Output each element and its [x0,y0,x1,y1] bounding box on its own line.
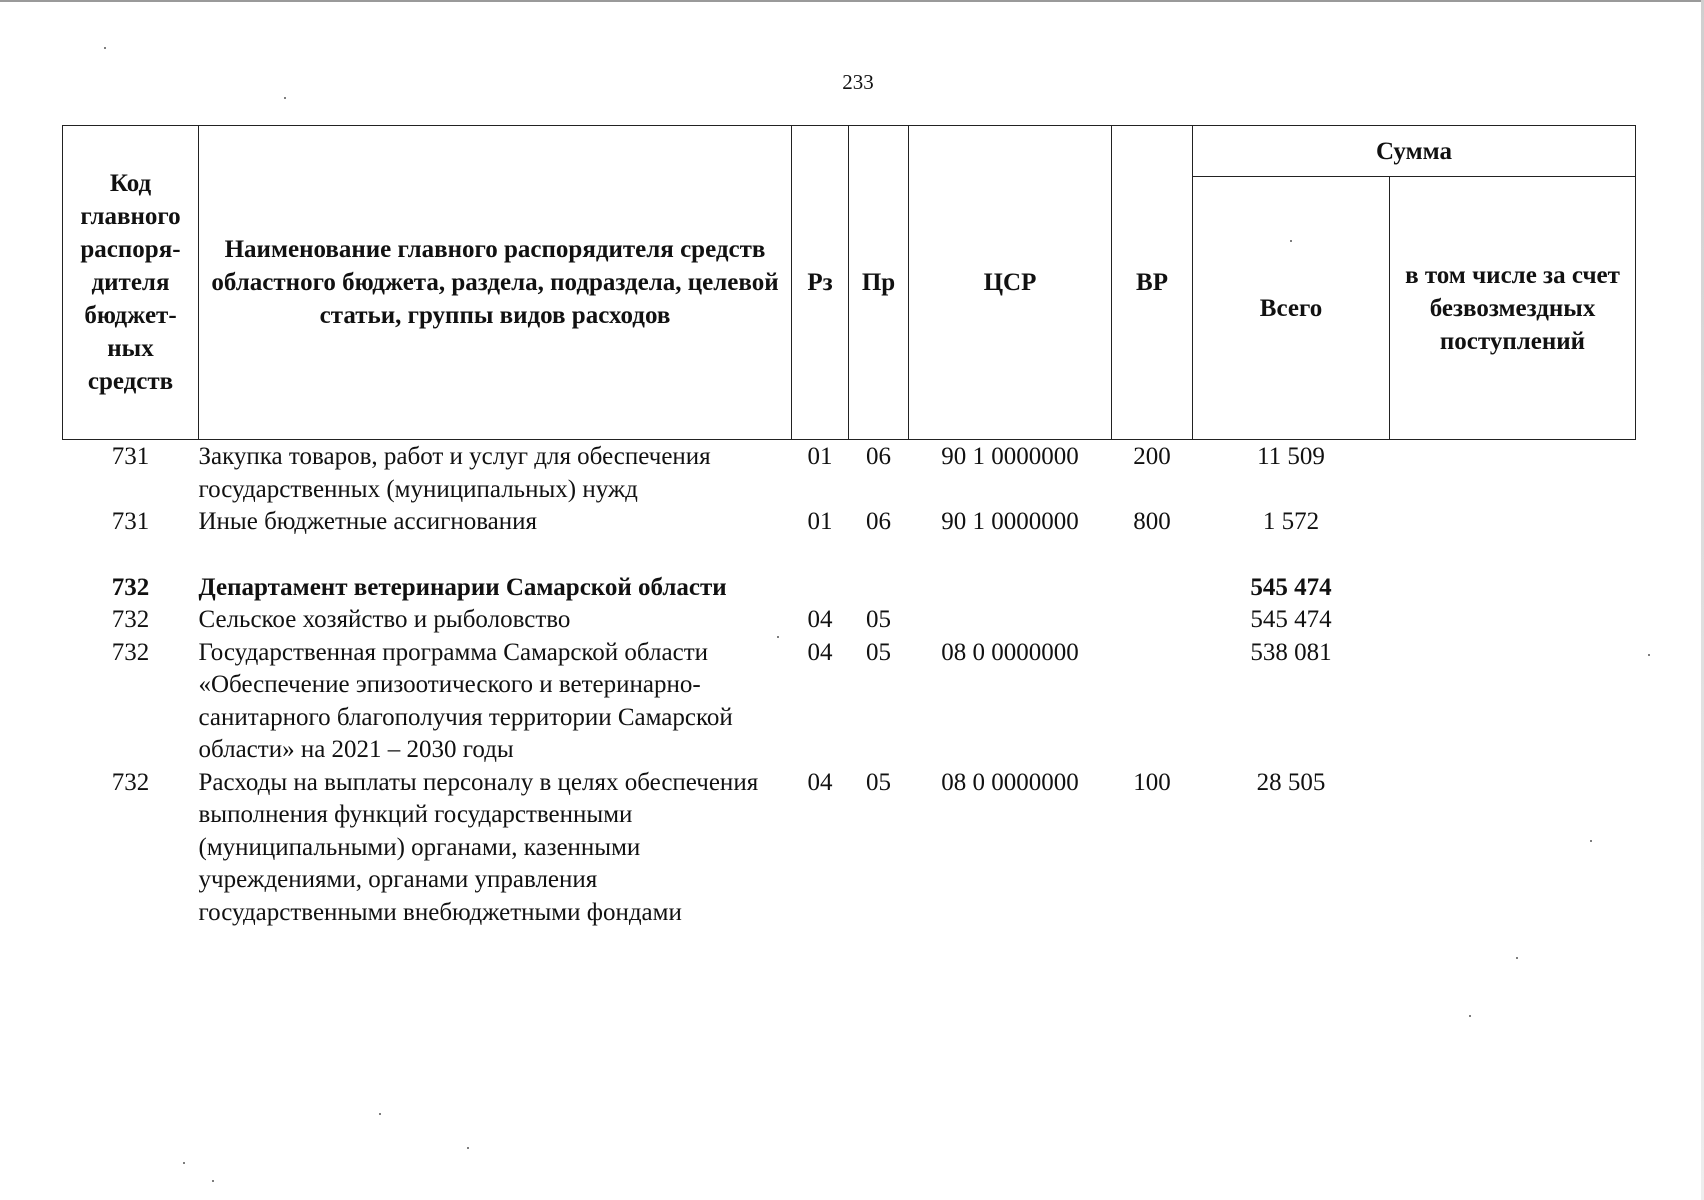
row-csr [909,604,1112,637]
row-pr: 05 [866,768,891,796]
row-csr: 90 1 0000000 [941,443,1079,470]
header-sum-total: Всего [1193,177,1390,440]
row-vr [1112,604,1193,637]
row-name: Расходы на выплаты персоналу в целях обеспечения выполнения функций государственными (муниципальными) органами, казенными учреждениями, органами управления государственными внебюджетными фондами [198,768,759,926]
row-pr: 06 [866,443,891,470]
row-csr: 90 1 0000000 [941,508,1079,535]
row-vr [1112,637,1193,767]
header-vr: ВР [1112,126,1193,440]
scan-speck [1590,840,1592,842]
row-grants [1390,440,1636,507]
row-total: 28 505 [1256,768,1326,796]
row-total: 11 509 [1257,443,1325,470]
row-grants [1390,637,1636,767]
header-code: Код главного распоря-дителя бюджет-ных средств [63,126,199,440]
header-rz: Рз [792,126,849,440]
row-name: Сельское хозяйство и рыболовство [198,606,571,633]
row-csr: 08 0 0000000 [941,768,1079,796]
table-body [63,440,1636,930]
row-total: 545 474 [1250,606,1332,633]
row-csr: 08 0 0000000 [941,638,1079,666]
row-grants [1390,572,1636,605]
header-pr: Пр [849,126,909,440]
scan-speck [1516,957,1518,959]
table-header [63,126,1636,440]
scan-speck [212,1180,214,1182]
scan-speck [467,1147,469,1149]
table-row [63,506,1636,539]
row-name: Закупка товаров, работ и услуг для обеспечения государственных (муниципальных) нужд [198,443,711,503]
row-pr [849,572,909,605]
row-code: 732 [111,606,150,633]
scan-speck [183,1162,185,1164]
scan-speck [379,1113,381,1115]
table-row [63,604,1636,637]
table-row [63,767,1636,930]
row-total: 545 474 [1250,573,1332,601]
row-rz: 04 [807,638,833,666]
scan-speck [1648,654,1650,656]
row-csr [909,572,1112,605]
row-total: 1 572 [1262,508,1320,535]
scan-speck [104,47,106,49]
row-vr: 800 [1133,508,1171,535]
table-row [63,440,1636,507]
header-sum-grants: в том числе за счет безвозмездных поступлений [1390,177,1636,440]
row-rz: 04 [807,768,833,796]
budget-table [62,125,1636,929]
row-code: 731 [111,508,150,535]
row-pr: 06 [866,508,891,535]
row-pr: 05 [866,638,891,666]
header-sum: Сумма [1193,126,1636,177]
row-total: 538 081 [1250,638,1332,666]
scan-top-edge [0,0,1704,2]
row-grants [1390,604,1636,637]
row-grants [1390,506,1636,539]
scan-speck [1469,1015,1471,1017]
page-number: 233 [842,70,874,94]
scan-speck [284,97,286,99]
row-spacer [63,539,1636,572]
row-pr: 05 [866,606,891,633]
row-code: 732 [111,573,150,601]
row-code: 731 [111,443,150,470]
row-rz: 01 [807,508,833,535]
row-rz: 01 [807,443,833,470]
row-grants [1390,767,1636,930]
table-row [63,572,1636,605]
scan-speck [1290,240,1292,242]
row-rz: 04 [807,606,833,633]
row-name: Государственная программа Самарской области «Обеспечение эпизоотического и ветеринарно-санитарного благополучия территории Самарской области» на 2021 – 2030 годы [198,638,733,763]
row-vr [1112,572,1193,605]
header-csr: ЦСР [909,126,1112,440]
row-vr: 100 [1133,768,1171,796]
row-code: 732 [111,638,150,666]
table-row [63,637,1636,767]
row-name: Департамент ветеринарии Самарской области [198,573,727,601]
row-name: Иные бюджетные ассигнования [198,508,538,535]
row-code: 732 [111,768,150,796]
header-name: Наименование главного распорядителя средств областного бюджета, раздела, подраздела, целевой статьи, группы видов расходов [199,126,792,440]
row-vr: 200 [1133,443,1171,470]
row-rz [792,572,849,605]
scan-speck [777,636,779,638]
